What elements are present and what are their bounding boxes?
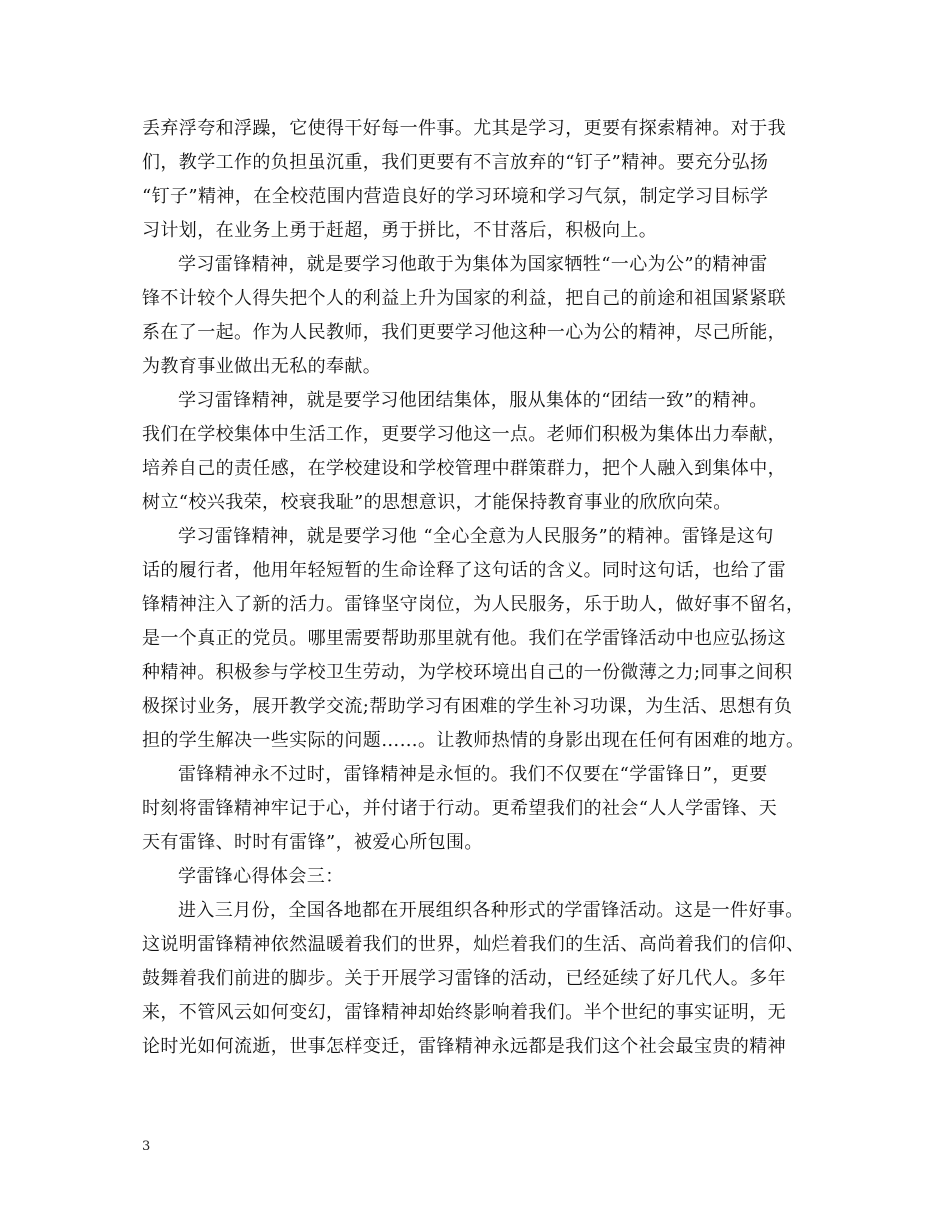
text-line: 为教育事业做出无私的奉献。 xyxy=(142,356,382,377)
paragraph-first-line: 学习雷锋精神，就是要学习他 “全心全意为人民服务”的精神。雷锋是这句 xyxy=(178,526,774,547)
paragraph-first-line: 进入三月份，全国各地都在开展组织各种形式的学雷锋活动。这是一件好事。 xyxy=(178,900,804,921)
text-line: 锋不计较个人得失把个人的利益上升为国家的利益，把自己的前途和祖国紧紧联 xyxy=(142,288,786,309)
section-heading: 学雷锋心得体会三： xyxy=(178,866,344,887)
page-number: 3 xyxy=(142,1139,151,1154)
text-line: 天有雷锋、时时有雷锋”，被爱心所包围。 xyxy=(142,832,483,853)
text-line: 来，不管风云如何变幻，雷锋精神却始终影响着我们。半个世纪的事实证明，无 xyxy=(142,1002,786,1023)
text-line: 习计划，在业务上勇于赶超，勇于拼比，不甘落后，积极向上。 xyxy=(142,220,658,241)
text-line: 极探讨业务，展开教学交流;帮助学习有困难的学生补习功课，为生活、思想有负 xyxy=(142,696,793,717)
text-line: 是一个真正的党员。哪里需要帮助那里就有他。我们在学雷锋活动中也应弘扬这 xyxy=(142,628,786,649)
text-line: 们，教学工作的负担虽沉重，我们更要有不言放弃的“钉子”精神。要充分弘扬 xyxy=(142,152,769,173)
paragraph-first-line: 雷锋精神永不过时，雷锋精神是永恒的。我们不仅要在“学雷锋日”，更要 xyxy=(178,764,768,785)
text-line: 鼓舞着我们前进的脚步。关于开展学习雷锋的活动，已经延续了好几代人。多年 xyxy=(142,968,786,989)
text-line: 论时光如何流逝，世事怎样变迁，雷锋精神永远都是我们这个社会最宝贵的精神 xyxy=(142,1036,786,1057)
text-line: 话的履行者，他用年轻短暂的生命诠释了这句话的含义。同时这句话，也给了雷 xyxy=(142,560,786,581)
text-line: 时刻将雷锋精神牢记于心，并付诸于行动。更希望我们的社会“人人学雷锋、天 xyxy=(142,798,778,819)
paragraph-first-line: 学习雷锋精神，就是要学习他团结集体，服从集体的“团结一致”的精神。 xyxy=(178,390,768,411)
text-line: “钉子”精神，在全校范围内营造良好的学习环境和学习气氛，制定学习目标学 xyxy=(142,186,769,207)
text-line: 担的学生解决一些实际的问题……。让教师热情的身影出现在任何有困难的地方。 xyxy=(142,730,805,751)
text-line: 锋精神注入了新的活力。雷锋坚守岗位，为人民服务，乐于助人，做好事不留名， xyxy=(142,594,805,615)
text-line: 树立“校兴我荣，校衰我耻”的思想意识，才能保持教育事业的欣欣向荣。 xyxy=(142,492,732,513)
text-line: 我们在学校集体中生活工作，更要学习他这一点。老师们积极为集体出力奉献， xyxy=(142,424,786,445)
text-line: 丢弃浮夸和浮躁，它使得干好每一件事。尤其是学习，更要有探索精神。对于我 xyxy=(142,118,786,139)
text-line: 这说明雷锋精神依然温暖着我们的世界，灿烂着我们的生活、高尚着我们的信仰、 xyxy=(142,934,805,955)
text-line: 系在了一起。作为人民教师，我们更要学习他这种一心为公的精神，尽己所能， xyxy=(142,322,786,343)
text-line: 培养自己的责任感，在学校建设和学校管理中群策群力，把个人融入到集体中， xyxy=(142,458,786,479)
text-line: 种精神。积极参与学校卫生劳动，为学校环境出自己的一份微薄之力;同事之间积 xyxy=(142,662,793,683)
paragraph-first-line: 学习雷锋精神，就是要学习他敢于为集体为国家牺牲“一心为公”的精神雷 xyxy=(178,254,768,275)
